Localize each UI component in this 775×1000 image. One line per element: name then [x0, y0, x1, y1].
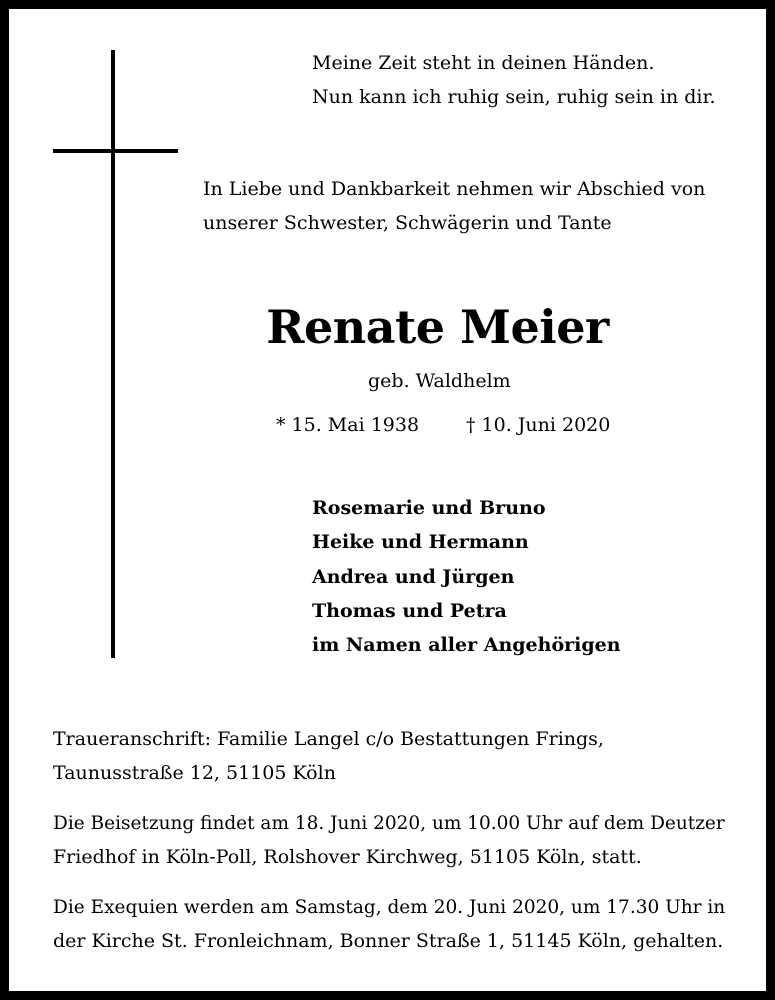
- address-line-2: Taunusstraße 12, 51105 Köln: [53, 762, 336, 784]
- mourner-5: im Namen aller Angehörigen: [312, 634, 621, 656]
- cross-icon-bar: [53, 149, 178, 153]
- death-date: † 10. Juni 2020: [466, 414, 611, 436]
- burial-line-1: Die Beisetzung findet am 18. Juni 2020, um 10.00 Uhr auf dem Deutzer: [53, 812, 725, 834]
- birth-date: * 15. Mai 1938: [276, 414, 420, 436]
- born-name: geb. Waldhelm: [368, 370, 511, 392]
- mourner-2: Heike und Hermann: [312, 531, 529, 553]
- address-line-1: Traueranschrift: Familie Langel c/o Bestattungen Frings,: [53, 728, 604, 750]
- exequies-line-1: Die Exequien werden am Samstag, dem 20. Juni 2020, um 17.30 Uhr in: [53, 896, 726, 918]
- cross-icon: [111, 50, 115, 658]
- intro-line-1: In Liebe und Dankbarkeit nehmen wir Abschied von: [203, 178, 706, 200]
- verse-line-2: Nun kann ich ruhig sein, ruhig sein in dir.: [312, 86, 716, 108]
- exequies-line-2: der Kirche St. Fronleichnam, Bonner Straße 1, 51145 Köln, gehalten.: [53, 930, 724, 952]
- intro-line-2: unserer Schwester, Schwägerin und Tante: [203, 212, 612, 234]
- mourner-3: Andrea und Jürgen: [312, 566, 515, 588]
- mourner-1: Rosemarie und Bruno: [312, 497, 546, 519]
- burial-line-2: Friedhof in Köln-Poll, Rolshover Kirchweg, 51105 Köln, statt.: [53, 846, 642, 868]
- mourner-4: Thomas und Petra: [312, 600, 507, 622]
- verse-line-1: Meine Zeit steht in deinen Händen.: [312, 52, 655, 74]
- deceased-name: Renate Meier: [266, 300, 609, 354]
